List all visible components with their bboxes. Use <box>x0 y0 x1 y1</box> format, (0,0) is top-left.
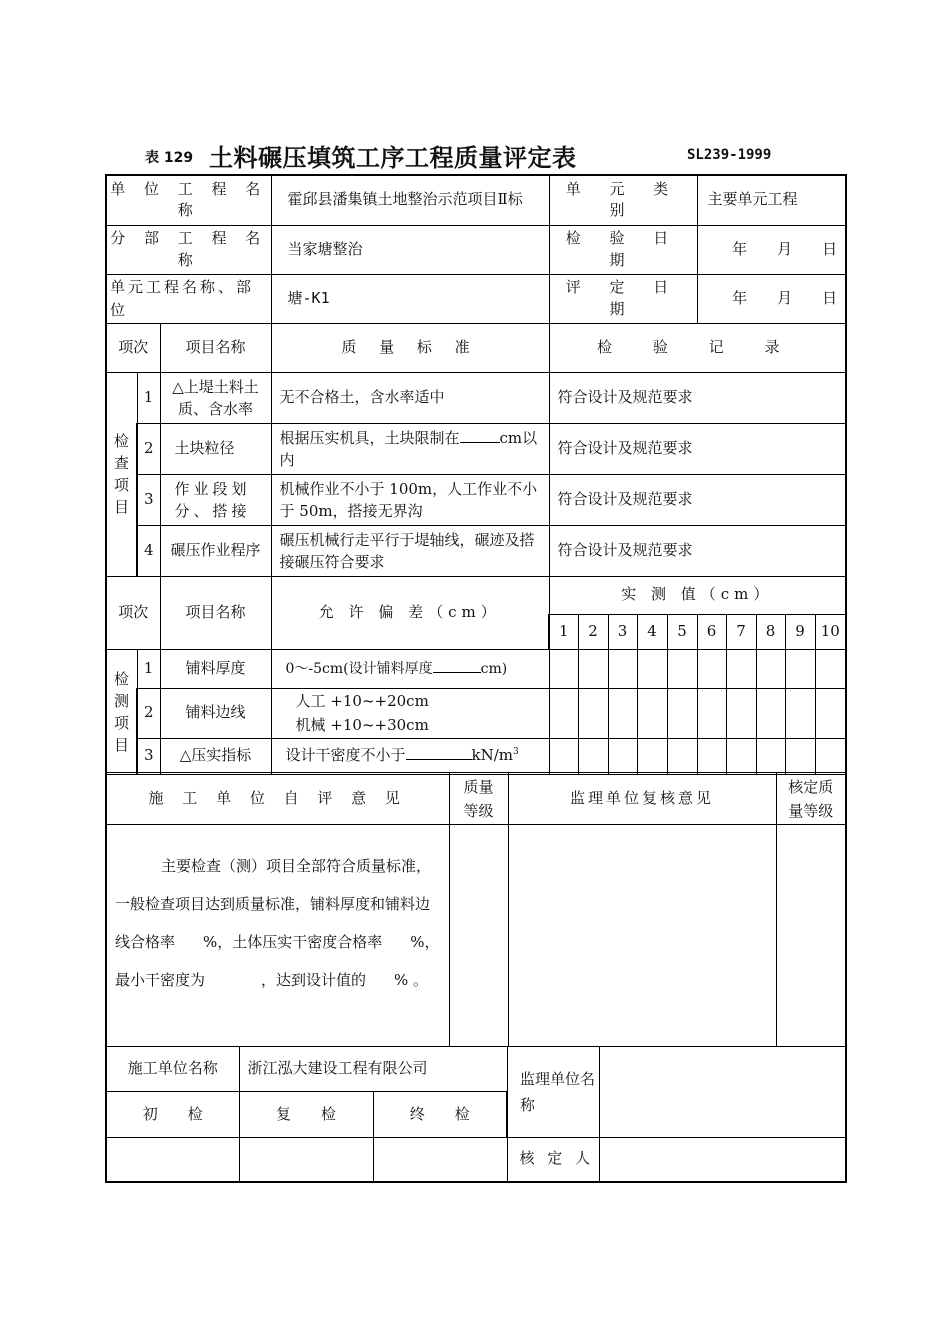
final-check-signature <box>373 1138 507 1182</box>
check-item-name: 土块粒径 <box>160 423 271 474</box>
check-col-record: 检 验 记 录 <box>549 323 846 372</box>
inspect-date-value: 年 月 日 <box>697 225 846 274</box>
check-item-record: 符合设计及规范要求 <box>549 474 846 525</box>
check-col-name: 项目名称 <box>160 323 271 372</box>
opinion-table <box>105 772 847 1047</box>
measure-group-label: 检测项目 <box>106 649 137 774</box>
supervisor-opinion-cell <box>508 825 776 1047</box>
supervisor-unit-label: 监理单位名 称 <box>507 1047 599 1138</box>
measure-col-measured: 实 测 值（cm） <box>549 576 846 614</box>
measure-item-name: 铺料厚度 <box>160 649 271 688</box>
check-item-record: 符合设计及规范要求 <box>549 372 846 423</box>
check-group-label: 检查项目 <box>106 372 137 576</box>
element-value: 塘-K1 <box>271 274 549 323</box>
measure-col-name: 项目名称 <box>160 576 271 649</box>
division-label: 分 部 工 程 名 称 <box>106 225 271 274</box>
check-item-standard: 无不合格土，含水率适中 <box>271 372 549 423</box>
eval-date-value: 年 月 日 <box>697 274 846 323</box>
measure-item-no: 1 <box>137 649 160 688</box>
measure-item-no: 2 <box>137 688 160 738</box>
measure-number: 10 <box>815 614 846 649</box>
self-eval-header: 施 工 单 位 自 评 意 见 <box>106 773 449 825</box>
check-item-standard: 根据压实机具，土块限制在 cm以内 <box>271 423 549 474</box>
contractor-label: 施工单位名称 <box>106 1047 239 1092</box>
measure-item-tolerance: 人工 +10~+20cm 机械 +10~+30cm <box>271 688 549 738</box>
measure-item-no: 3 <box>137 738 160 774</box>
self-eval-text: 主要检查（测）项目全部符合质量标准，一般检查项目达到质量标准，铺料厚度和铺料边线合格率 %，土体压实干密度合格率 %，最小干密度为 ，达到设计值的 % 。 <box>106 825 449 1047</box>
measure-number: 3 <box>608 614 637 649</box>
table-row <box>106 649 846 688</box>
table-row <box>106 423 846 474</box>
table-number: 表 129 <box>145 150 194 166</box>
check-col-no: 项次 <box>106 323 160 372</box>
measure-number: 5 <box>667 614 697 649</box>
signature-table <box>105 1046 847 1183</box>
check-item-record: 符合设计及规范要求 <box>549 423 846 474</box>
initial-check-label: 初 检 <box>106 1092 239 1138</box>
check-item-no: 4 <box>137 525 160 576</box>
check-col-standard: 质 量 标 准 <box>271 323 549 372</box>
approver-label: 核 定 人 <box>507 1138 599 1182</box>
check-item-no: 3 <box>137 474 160 525</box>
measure-number: 4 <box>637 614 667 649</box>
final-check-label: 终 检 <box>373 1092 507 1138</box>
supervisor-unit-value <box>599 1047 846 1138</box>
check-item-name: 作业段划分、搭接 <box>160 474 271 525</box>
table-row <box>106 372 846 423</box>
division-value: 当家塘整治 <box>271 225 549 274</box>
unit-type-value: 主要单元工程 <box>697 175 846 225</box>
contractor-value: 浙江泓大建设工程有限公司 <box>239 1047 507 1092</box>
check-item-name: 碾压作业程序 <box>160 525 271 576</box>
unit-type-label: 单 元 类 别 <box>549 175 697 225</box>
initial-check-signature <box>106 1138 239 1182</box>
measure-number: 8 <box>756 614 785 649</box>
measure-item-name: △压实指标 <box>160 738 271 774</box>
supervisor-opinion-header: 监理单位复核意见 <box>508 773 776 825</box>
inspect-date-label: 检 验 日 期 <box>549 225 697 274</box>
check-item-standard: 碾压机械行走平行于堤轴线，碾迹及搭接碾压符合要求 <box>271 525 549 576</box>
table-row <box>106 525 846 576</box>
unit-project-label: 单 位 工 程 名 称 <box>106 175 271 225</box>
measure-col-tolerance: 允 许 偏 差（cm） <box>271 576 549 649</box>
form-title-row <box>105 138 845 172</box>
approved-grade-cell <box>776 825 846 1047</box>
table-row <box>106 688 846 738</box>
check-item-record: 符合设计及规范要求 <box>549 525 846 576</box>
evaluation-table <box>105 174 847 775</box>
measure-col-no: 项次 <box>106 576 160 649</box>
element-label: 单元工程名称、部位 <box>106 274 271 323</box>
measure-item-name: 铺料边线 <box>160 688 271 738</box>
measure-number: 9 <box>785 614 815 649</box>
table-row <box>106 738 846 774</box>
check-item-standard: 机械作业不小于 100m，人工作业不小于 50m，搭接无界沟 <box>271 474 549 525</box>
measure-number: 7 <box>726 614 756 649</box>
approved-grade-header: 核定质量等级 <box>776 773 846 825</box>
form-title: 土料碾压填筑工序工程质量评定表 <box>209 144 577 172</box>
standard-code: SL239-1999 <box>687 147 772 163</box>
recheck-signature <box>239 1138 373 1182</box>
check-item-no: 1 <box>137 372 160 423</box>
measure-number: 1 <box>549 614 578 649</box>
check-item-name: △上堤土料土质、含水率 <box>160 372 271 423</box>
eval-date-label: 评 定 日 期 <box>549 274 697 323</box>
recheck-label: 复 检 <box>239 1092 373 1138</box>
check-item-no: 2 <box>137 423 160 474</box>
grade-header: 质量等级 <box>449 773 508 825</box>
measure-item-tolerance: 0～-5cm(设计铺料厚度 cm) <box>271 649 549 688</box>
measure-item-tolerance: 设计干密度不小于 $kN/m^3$ <box>271 738 549 774</box>
unit-project-value: 霍邱县潘集镇土地整治示范项目Ⅱ标 <box>271 175 549 225</box>
measure-number: 2 <box>578 614 608 649</box>
approver-signature <box>599 1138 846 1182</box>
measure-number: 6 <box>697 614 726 649</box>
table-row <box>106 474 846 525</box>
grade-cell <box>449 825 508 1047</box>
